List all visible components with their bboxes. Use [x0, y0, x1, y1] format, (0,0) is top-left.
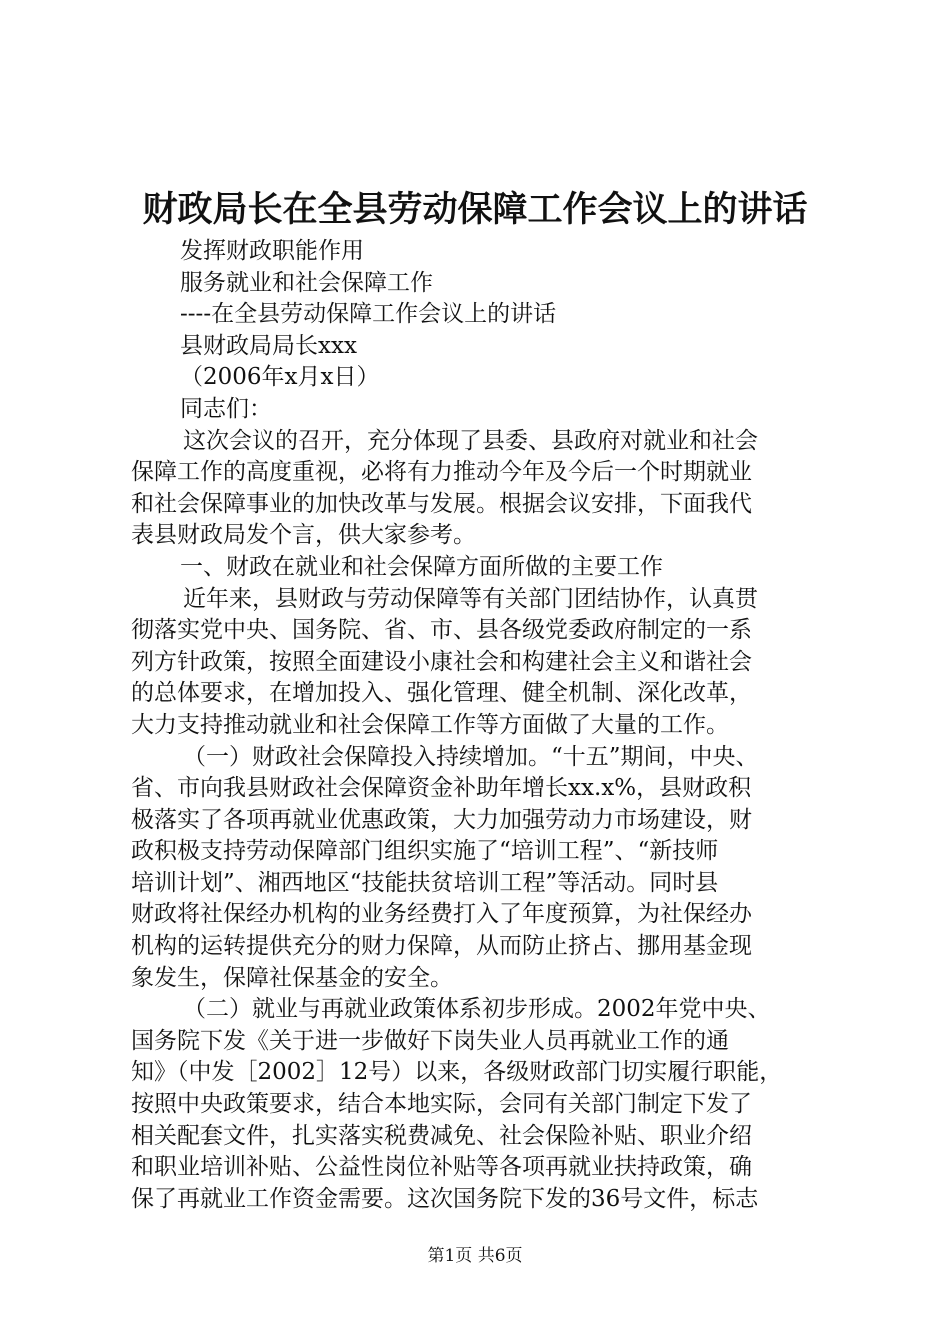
text-line: 极落实了各项再就业优惠政策，大力加强劳动力市场建设，财	[131, 806, 752, 833]
text-line: 近年来，县财政与劳动保障等有关部门团结协作，认真贯	[183, 585, 758, 612]
text-line: 发挥财政职能作用	[180, 238, 364, 264]
text-line: ----在全县劳动保障工作会议上的讲话	[180, 301, 557, 328]
text-line: 财政将社保经办机构的业务经费打入了年度预算，为社保经办	[131, 901, 752, 928]
text-line: 服务就业和社会保障工作	[180, 269, 433, 296]
text-line: 象发生，保障社保基金的安全。	[131, 964, 453, 991]
text-line: 保障工作的高度重视，必将有力推动今年及今后一个时期就业	[131, 459, 752, 486]
text-line: 同志们：	[180, 395, 272, 422]
text-line: 政积极支持劳动保障部门组织实施了“培训工程”、“新技师	[131, 838, 719, 865]
text-line: 相关配套文件，扎实落实税费减免、社会保险补贴、职业介绍	[131, 1122, 752, 1149]
text-line: 一、财政在就业和社会保障方面所做的主要工作	[180, 553, 663, 580]
document-body	[131, 236, 831, 1215]
text-line: 和社会保障事业的加快改革与发展。根据会议安排，下面我代	[131, 490, 752, 517]
text-line: 培训计划”、湘西地区“技能扶贫培训工程”等活动。同时县	[131, 869, 719, 896]
text-line: 的总体要求，在增加投入、强化管理、健全机制、深化改革，	[131, 680, 752, 707]
text-line: 按照中央政策要求，结合本地实际，会同有关部门制定下发了	[131, 1091, 752, 1118]
text-line: 这次会议的召开，充分体现了县委、县政府对就业和社会	[183, 427, 758, 454]
text-line: 县财政局局长xxx	[180, 332, 357, 359]
text-line: 大力支持推动就业和社会保障工作等方面做了大量的工作。	[131, 711, 729, 738]
text-line: 保了再就业工作资金需要。这次国务院下发的36号文件，标志	[131, 1185, 759, 1212]
text-line: 机构的运转提供充分的财力保障，从而防止挤占、挪用基金现	[131, 933, 752, 960]
document-title: 财政局长在全县劳动保障工作会议上的讲话	[142, 189, 808, 230]
text-line: 省、市向我县财政社会保障资金补助年增长xx.x%，县财政积	[131, 775, 752, 802]
text-line: 和职业培训补贴、公益性岗位补贴等各项再就业扶持政策，确	[131, 1154, 752, 1181]
page-footer: 第1页 共6页	[427, 1246, 523, 1266]
text-line: （二）就业与再就业政策体系初步形成。2002年党中央、	[183, 996, 771, 1023]
text-line: 表县财政局发个言，供大家参考。	[131, 522, 476, 549]
text-line: 国务院下发《关于进一步做好下岗失业人员再就业工作的通	[131, 1027, 729, 1054]
text-line: （一）财政社会保障投入持续增加。“十五”期间，中央、	[183, 743, 759, 770]
text-line: 彻落实党中央、国务院、省、市、县各级党委政府制定的一系	[131, 617, 752, 644]
text-line: （2006年x月x日）	[180, 364, 380, 391]
text-line: 列方针政策，按照全面建设小康社会和构建社会主义和谐社会	[131, 648, 752, 675]
text-line: 知》（中发［2002］12号）以来，各级财政部门切实履行职能，	[131, 1059, 783, 1086]
